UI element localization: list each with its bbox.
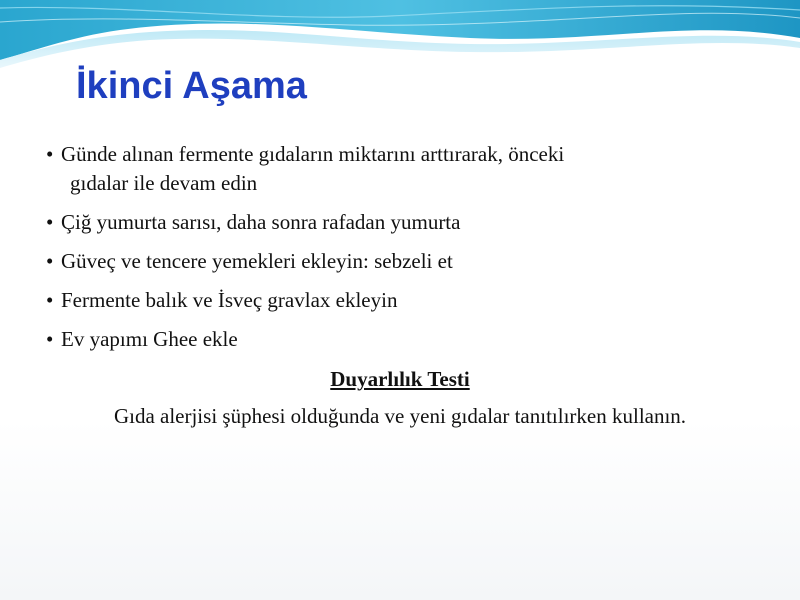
bullet-text-continuation: gıdalar ile devam edin xyxy=(70,171,258,195)
bullet-list xyxy=(46,140,736,364)
list-item xyxy=(46,247,736,276)
list-item xyxy=(46,286,736,315)
slide-title: İkinci Aşama xyxy=(76,65,307,107)
bullet-text: Fermente balık ve İsveç gravlax ekleyin xyxy=(61,288,398,312)
bullet-marker: • xyxy=(46,142,54,166)
list-item xyxy=(46,208,736,237)
bullet-marker: • xyxy=(46,288,54,312)
bullet-text: Ev yapımı Ghee ekle xyxy=(61,327,238,351)
bullet-marker: • xyxy=(46,249,54,273)
list-item xyxy=(46,140,736,198)
sensitivity-section xyxy=(50,364,750,432)
section-subheading: Duyarlılık Testi xyxy=(330,367,470,391)
bullet-text: Günde alınan fermente gıdaların miktarını arttırarak, önceki xyxy=(61,142,565,166)
bullet-marker: • xyxy=(46,210,54,234)
bullet-text: Çiğ yumurta sarısı, daha sonra rafadan yumurta xyxy=(61,210,461,234)
section-paragraph: Gıda alerjisi şüphesi olduğunda ve yeni gıdalar tanıtılırken kullanın. xyxy=(113,404,687,428)
bullet-text: Güveç ve tencere yemekleri ekleyin: sebzeli et xyxy=(61,249,453,273)
list-item xyxy=(46,325,736,354)
bullet-marker: • xyxy=(46,327,54,351)
